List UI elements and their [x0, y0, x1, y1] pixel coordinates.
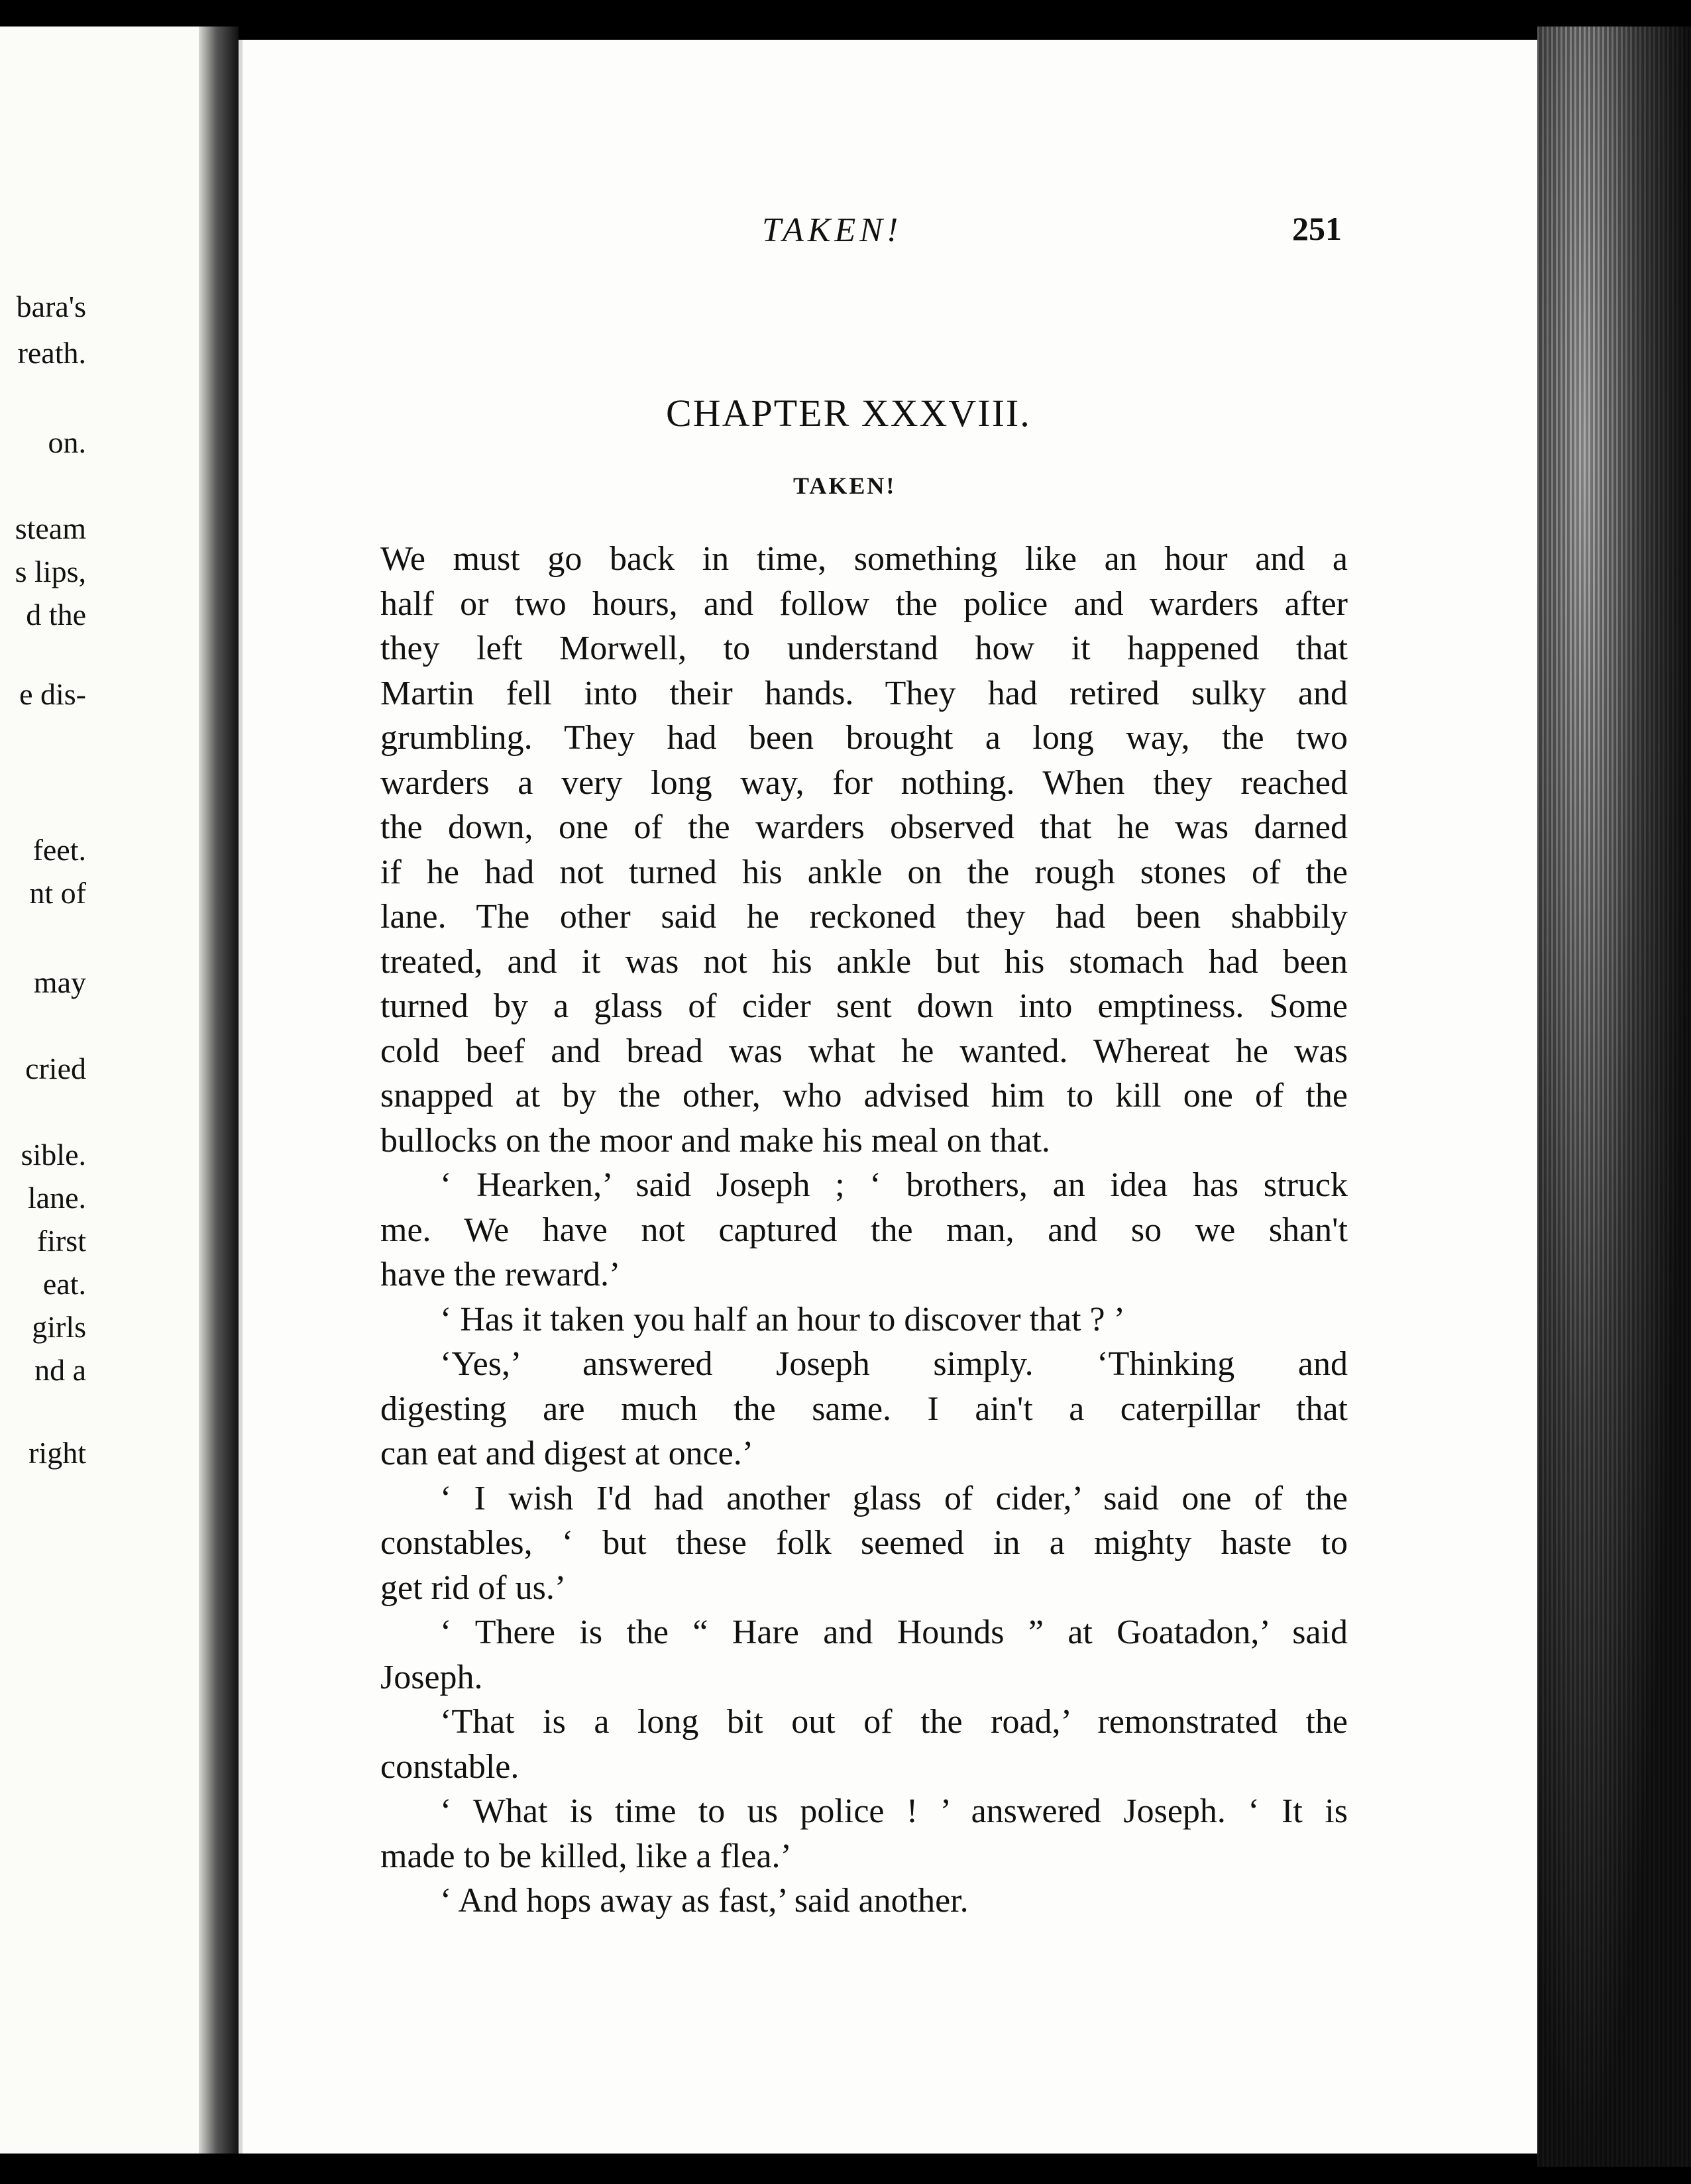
left-page-fragment: cried [25, 1052, 86, 1085]
left-page-fragment: sible. [21, 1138, 86, 1172]
left-page-fragment: nt of [29, 876, 86, 910]
left-page-fragment: may [33, 965, 86, 999]
left-page-fragment: e dis- [19, 677, 86, 711]
text-line: treated, and it was not his ankle but his stomach had been [380, 942, 1348, 981]
text-line: We must go back in time, something like an hour and a [380, 540, 1348, 578]
running-head: TAKEN! [762, 211, 902, 249]
left-page-fragment: steam [15, 512, 86, 545]
left-page-fragment: bara's [16, 290, 86, 323]
text-line: the down, one of the warders observed that he was darned [380, 808, 1348, 846]
left-page-fragment: eat. [42, 1267, 86, 1301]
left-page-fragment: s lips, [15, 555, 86, 588]
text-line: constable. [380, 1747, 519, 1786]
text-line: digesting are much the same. I ain't a caterpillar that [380, 1390, 1348, 1428]
chapter-subtitle: TAKEN! [793, 472, 897, 499]
left-page-fragment: nd a [34, 1353, 86, 1387]
text-line: grumbling. They had been brought a long way, the two [380, 719, 1348, 757]
text-line: have the reward.’ [380, 1256, 621, 1293]
text-line: can eat and digest at once.’ [380, 1435, 754, 1472]
text-line: bullocks on the moor and make his meal on that. [380, 1121, 1050, 1160]
text-line: ‘ And hops away as fast,’ said another. [440, 1882, 969, 1920]
body-text [380, 537, 1348, 1924]
text-line: ‘ Has it taken you half an hour to discover that ? ’ [440, 1300, 1125, 1338]
text-line: ‘ What is time to us police ! ’ answered Joseph. ‘ It is [440, 1792, 1348, 1830]
text-line: warders a very long way, for nothing. When they reached [380, 763, 1348, 802]
text-line: ‘ Hearken,’ said Joseph ; ‘ brothers, an idea has struck [440, 1166, 1348, 1204]
chapter-title: CHAPTER XXXVIII. [666, 392, 1031, 435]
left-page-fragment: d the [26, 598, 86, 631]
left-page-fragment: on. [48, 425, 86, 459]
text-line: ‘ I wish I'd had another glass of cider,’ said one of the [440, 1479, 1348, 1517]
text-line: made to be killed, like a flea.’ [380, 1837, 792, 1875]
text-line: me. We have not captured the man, and so we shan't [380, 1211, 1348, 1249]
text-line: turned by a glass of cider sent down into emptiness. Some [380, 987, 1348, 1025]
text-line: ‘That is a long bit out of the road,’ remonstrated the [440, 1703, 1348, 1741]
page-edges [1537, 27, 1691, 2167]
text-line: Martin fell into their hands. They had retired sulky and [380, 674, 1348, 712]
text-line: ‘Yes,’ answered Joseph simply. ‘Thinking and [440, 1345, 1348, 1383]
left-page-fragment: girls [32, 1310, 86, 1344]
left-page-fragment: feet. [32, 833, 86, 867]
text-line: constables, ‘ but these folk seemed in a mighty haste to [380, 1524, 1348, 1562]
text-line: half or two hours, and follow the police and warders after [380, 584, 1348, 623]
page-number: 251 [1292, 210, 1342, 247]
text-line: ‘ There is the “ Hare and Hounds ” at Goatadon,’ said [440, 1613, 1348, 1651]
book-gutter [199, 27, 239, 2154]
left-page-fragment: lane. [27, 1181, 86, 1215]
text-line: lane. The other said he reckoned they had been shabbily [380, 898, 1348, 936]
text-line: get rid of us.’ [380, 1568, 567, 1607]
left-page-fragment: right [28, 1436, 86, 1470]
left-page-fragments [0, 27, 199, 2154]
text-line: if he had not turned his ankle on the rough stones of the [380, 853, 1348, 891]
left-page [0, 27, 199, 2154]
text-line: snapped at by the other, who advised him to kill one of the [380, 1077, 1348, 1115]
text-line: Joseph. [380, 1658, 483, 1696]
left-page-fragment: first [36, 1224, 86, 1258]
text-line: cold beef and bread was what he wanted. Whereat he was [380, 1032, 1348, 1070]
left-page-fragment: reath. [17, 336, 86, 370]
text-line: they left Morwell, to understand how it happened that [380, 629, 1348, 667]
